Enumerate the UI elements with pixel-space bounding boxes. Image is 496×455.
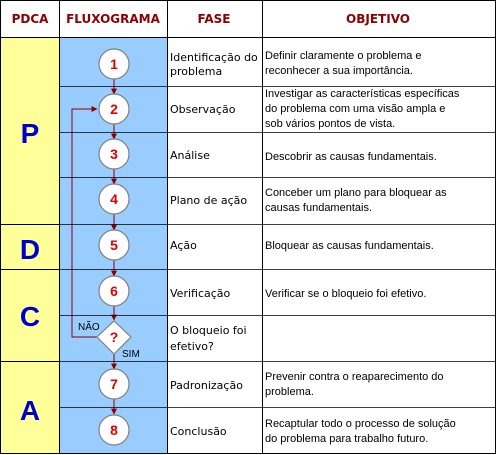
flow-node-2 bbox=[99, 94, 129, 124]
fase-row-9: Conclusão bbox=[170, 425, 227, 438]
objetivo-row-1-line-2: reconhecer a sua importância. bbox=[265, 65, 413, 77]
objetivo-row-2-line-3: sob vários pontos de vista. bbox=[265, 118, 396, 130]
flow-node-8-label: 8 bbox=[110, 422, 118, 438]
flow-node-3-label: 3 bbox=[110, 146, 118, 162]
flow-decision-label: ? bbox=[109, 329, 119, 345]
objetivo-row-4-line-1: Conceber um plano para bloquear as bbox=[265, 187, 447, 199]
header-pdca: PDCA bbox=[11, 12, 49, 26]
objetivo-row-2-line-1: Investigar as características específicas bbox=[265, 88, 460, 100]
fase-row-8: Padronização bbox=[170, 379, 243, 392]
objetivo-row-4-line-2: causas fundamentais. bbox=[265, 202, 373, 214]
pdca-letter-p: P bbox=[20, 118, 40, 149]
flow-node-5-label: 5 bbox=[110, 237, 118, 253]
fase-row-6: Verificação bbox=[170, 287, 231, 300]
decision-no-label: NÃO bbox=[78, 322, 100, 333]
pdca-letter-c: C bbox=[19, 301, 41, 332]
flow-node-5 bbox=[99, 230, 129, 260]
flow-nodes bbox=[97, 49, 131, 445]
flow-node-4-label: 4 bbox=[110, 191, 118, 207]
fase-row-2: Observação bbox=[170, 103, 236, 116]
header-objetivo: OBJETIVO bbox=[346, 12, 410, 26]
flow-node-1-label: 1 bbox=[110, 56, 118, 72]
decision-yes-label: SIM bbox=[122, 349, 140, 360]
pdca-letter-a: A bbox=[19, 395, 41, 426]
fase-row-1-line-2: problema bbox=[170, 65, 223, 78]
flow-node-3 bbox=[99, 139, 129, 169]
fase-row-7-line-2: efetivo? bbox=[170, 340, 214, 353]
objetivo-row-8-line-1: Prevenir contra o reaparecimento do bbox=[265, 371, 444, 383]
flow-node-6-label: 6 bbox=[110, 283, 118, 299]
objetivo-row-3: Descobrir as causas fundamentais. bbox=[265, 151, 437, 163]
fase-row-4: Plano de ação bbox=[170, 194, 248, 207]
objetivo-row-9-line-2: do problema para trabalho futuro. bbox=[265, 433, 429, 445]
pdca-letter-d: D bbox=[19, 234, 41, 265]
flow-node-7-label: 7 bbox=[110, 376, 118, 392]
flow-node-2-label: 2 bbox=[110, 101, 118, 117]
flow-node-1 bbox=[99, 49, 129, 79]
flow-node-7 bbox=[99, 369, 129, 399]
header-fluxograma: FLUXOGRAMA bbox=[66, 12, 160, 26]
objetivo-row-8-line-2: problema. bbox=[265, 386, 314, 398]
fase-row-7-line-1: O bloqueio foi bbox=[170, 324, 247, 337]
fase-row-5: Ação bbox=[170, 239, 197, 252]
flow-node-6 bbox=[99, 276, 129, 306]
objetivo-row-6: Verificar se o bloqueio foi efetivo. bbox=[265, 288, 427, 300]
objetivo-row-9-line-1: Recaptular todo o processo de solução bbox=[265, 418, 456, 430]
header-fase: FASE bbox=[197, 12, 231, 26]
objetivo-row-5: Bloquear as causas fundamentais. bbox=[265, 240, 434, 252]
objetivo-row-1-line-1: Definir claramente o problema e bbox=[265, 50, 422, 62]
flow-node-4 bbox=[99, 184, 129, 214]
objetivo-row-2-line-2: do problema com uma visão ampla e bbox=[265, 103, 446, 115]
flow-node-8 bbox=[99, 415, 129, 445]
fase-row-1-line-1: Identificação do bbox=[170, 51, 258, 64]
fase-row-3: Análise bbox=[170, 149, 210, 162]
